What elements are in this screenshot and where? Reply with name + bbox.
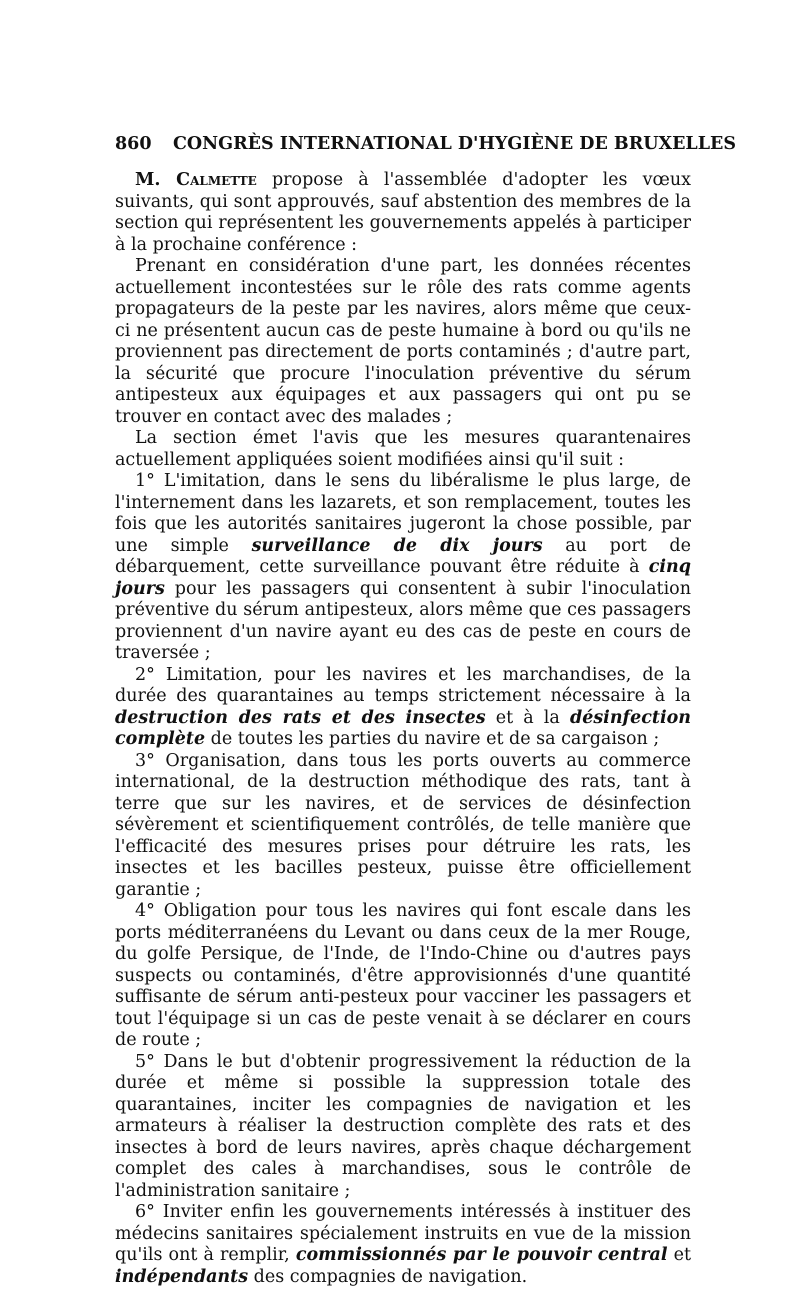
page-number: 860 — [115, 134, 152, 154]
item-2-emphasis-destruction: destruction des rats et des insectes — [115, 707, 486, 728]
item-1-text-c: au port de débarquement, cette surveillance pouvant être réduite à — [115, 535, 691, 577]
item-2 — [115, 665, 691, 751]
item-3: 3° Organisation, dans tous les ports ouverts au commerce international, de la destruction méthodique des rats, tant à terre que sur les navires, et de services de désinfection sévèrement et scientifiquement contrôlés, de telle manière que l'efficacité des mesures prises pour détruire les rats, les insectes et les bacilles pesteux, puisse être officiellement garantie ; — [115, 750, 691, 900]
item-6-text-c: et — [667, 1245, 691, 1265]
item-6-emphasis-independants: indépendants — [115, 1266, 249, 1287]
paragraph-opinion: La section émet l'avis que les mesures quarantenaires actuellement appliquées soient modifiées ainsi qu'il suit : — [115, 428, 691, 470]
item-4: 4° Obligation pour tous les navires qui font escale dans les ports méditerranéens du Levant ou dans ceux de la mer Rouge, du golfe Persique, de l'Inde, de l'Indo-Chine ou d'autres pays suspects ou contaminés, d'être approvisionnés d'une quantité suffisante de sérum anti-pesteux pour vacciner les passagers et tout l'équipage si un cas de peste venait à se déclarer en cours de route ; — [115, 901, 691, 1050]
item-6-emphasis-commissionnes: commissionnés par le pouvoir central — [295, 1245, 668, 1265]
item-1-text-a: 1° L'imitation, dans le sens du libéralisme le plus large, de l'internement dans les lazarets, et son remplacement, toutes les fois que les autorités sanitaires jugeront la chose possible, par une simple — [115, 471, 691, 556]
paragraph-intro — [115, 170, 691, 256]
paragraph-considering: Prenant en considération d'une part, les données récentes actuellement incontestées sur le rôle des rats comme agents propagateurs de la peste par les navires, alors même que ceux-ci ne présentent aucun cas de peste humaine à bord ou qu'ils ne proviennent pas directement de ports contaminés ; d'autre part, la sécurité que procure l'inoculation préventive du sérum antipesteux aux équipages et aux passagers qui ont pu se trouver en contact avec des malades ; — [115, 256, 691, 427]
item-6-text-a: 6° Inviter enfin les gouvernements intéressés à instituer des médecins sanitaires spécialement instruits en vue de la mission qu'ils ont à remplir, — [115, 1202, 691, 1265]
item-6 — [115, 1202, 691, 1288]
item-2-text-c: et à la — [485, 707, 570, 728]
body-text — [115, 170, 691, 1288]
speaker-name: M. Calmette — [135, 170, 257, 190]
item-2-emphasis-desinfection: désinfection complète — [115, 707, 691, 749]
item-5: 5° Dans le but d'obtenir progressivement la réduction de la durée et même si possible la suppression totale des quarantaines, inciter les compagnies de navigation et les armateurs à réaliser la destruction complète des rats et des insectes à bord de leurs navires, après chaque déchargement complet des cales à marchandises, sous le contrôle de l'administration sanitaire ; — [115, 1051, 691, 1201]
item-2-text-e: de toutes les parties du navire et de sa cargaison ; — [205, 729, 660, 749]
item-6-text-e: des compagnies de navigation. — [248, 1266, 528, 1287]
item-1-text-e: pour les passagers qui consentent à subir l'inoculation préventive du sérum antipesteux, alors même que ces passagers proviennent d'un navire ayant eu des cas de peste en cours de traversée ; — [115, 578, 691, 663]
item-1-emphasis-cinq-jours: cinq jours — [115, 557, 691, 599]
item-1-emphasis-surveillance: surveillance de dix jours — [251, 535, 543, 556]
item-2-text-a: 2° Limitation, pour les navires et les marchandises, de la durée des quarantaines au temps strictement nécessaire à la — [115, 664, 691, 706]
item-1 — [115, 471, 691, 665]
running-header — [115, 134, 737, 154]
running-title: CONGRÈS INTERNATIONAL D'HYGIÈNE DE BRUXELLES — [173, 134, 737, 154]
intro-text: propose à l'assemblée d'adopter les vœux suivants, qui sont approuvés, sauf abstention des membres de la section qui représentent les gouvernements appelés à participer à la prochaine conférence : — [115, 170, 691, 255]
